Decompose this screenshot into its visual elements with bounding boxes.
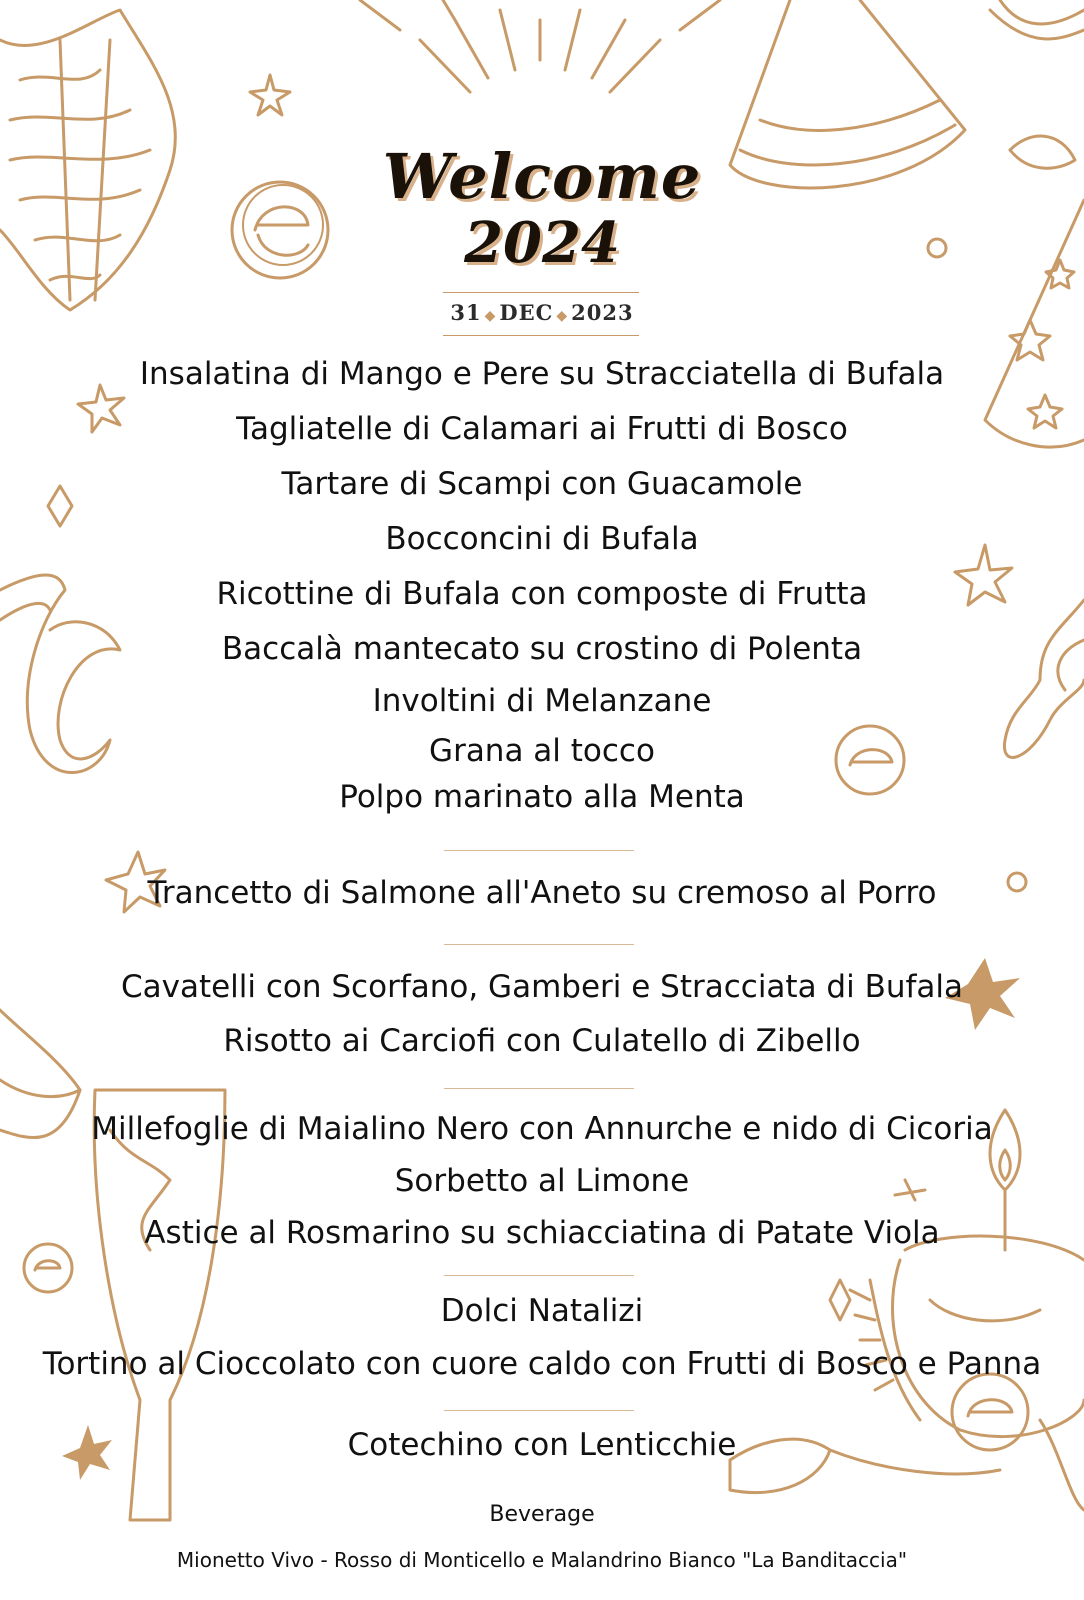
welcome-title: Welcome <box>382 140 702 213</box>
section-divider <box>444 1410 634 1411</box>
menu-item: Tagliatelle di Calamari ai Frutti di Bosco <box>236 411 848 447</box>
menu-item: Cotechino con Lenticchie <box>347 1427 737 1463</box>
date-dot-icon: ◆ <box>484 308 497 324</box>
menu-item: Insalatina di Mango e Pere su Stracciatella di Bufala <box>139 356 945 392</box>
date-day: 31 <box>450 300 482 325</box>
menu-item: Cavatelli con Scorfano, Gamberi e Stracciata di Bufala <box>120 969 964 1005</box>
menu-item: Astice al Rosmarino su schiacciatina di Patate Viola <box>144 1215 940 1251</box>
menu-item: Trancetto di Salmone all'Aneto su cremoso al Porro <box>147 875 937 911</box>
menu-item: Risotto ai Carciofi con Culatello di Zibello <box>223 1023 861 1059</box>
date-month: DEC <box>499 300 554 325</box>
beverage-list: Mionetto Vivo - Rosso di Monticello e Malandrino Bianco "La Banditaccia" <box>176 1548 908 1572</box>
section-divider <box>444 850 634 851</box>
section-divider <box>444 944 634 945</box>
menu-item: Grana al tocco <box>429 733 655 769</box>
menu-item: Polpo marinato alla Menta <box>339 779 745 815</box>
date-dot-icon: ◆ <box>556 308 569 324</box>
year-title: 2024 <box>464 210 620 276</box>
menu-item: Sorbetto al Limone <box>394 1163 690 1199</box>
section-divider <box>444 1275 634 1276</box>
menu-item: Baccalà mantecato su crostino di Polenta <box>221 631 863 667</box>
menu-item: Tartare di Scampi con Guacamole <box>281 466 803 502</box>
candle-icon <box>893 1110 1084 1437</box>
menu-item: Tortino al Cioccolato con cuore caldo con Frutti di Bosco e Panna <box>42 1346 1042 1382</box>
date-divider-bottom <box>443 335 639 336</box>
beverage-label: Beverage <box>489 1502 595 1527</box>
menu-item: Dolci Natalizi <box>440 1293 644 1329</box>
date-divider-top <box>443 292 639 293</box>
date-year: 2023 <box>571 300 634 325</box>
menu-item: Bocconcini di Bufala <box>385 521 699 557</box>
fireworks-burst-icon <box>360 0 720 92</box>
menu-item: Millefoglie di Maialino Nero con Annurche e nido di Cicoria <box>91 1111 993 1147</box>
menu-item: Ricottine di Bufala con composte di Frutta <box>216 576 868 612</box>
event-date <box>0 300 1084 325</box>
menu-item: Involtini di Melanzane <box>372 683 712 719</box>
star-icon <box>250 75 290 115</box>
section-divider <box>444 1088 634 1089</box>
